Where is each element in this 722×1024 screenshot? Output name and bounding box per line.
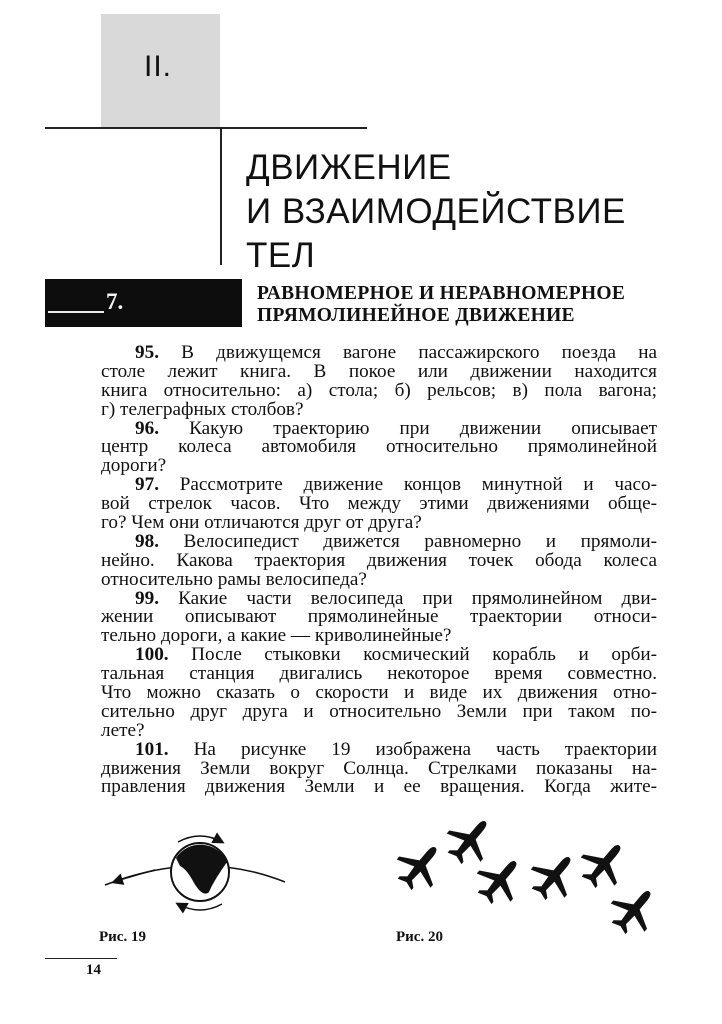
airplane-icon bbox=[602, 877, 667, 942]
problem-96 bbox=[101, 420, 657, 477]
problem-text-line: В движущемся вагоне пассажирского поезда на bbox=[158, 344, 657, 363]
problem-text-line: го? Чем они отличаются друг от друга? bbox=[101, 514, 422, 533]
problem-number: 95. bbox=[135, 344, 159, 363]
chapter-number: II. bbox=[144, 50, 173, 83]
problem-text-line: жении описывают прямолинейные траектории относи- bbox=[101, 608, 657, 628]
problem-text-line: вой стрелок часов. Что между этими движениями обще- bbox=[101, 495, 657, 515]
orbit-direction-arrow bbox=[114, 870, 155, 882]
problem-text-line: На рисунке 19 изображена часть траектории bbox=[168, 740, 657, 760]
problem-text-line: дороги? bbox=[101, 457, 167, 477]
problem-text-line: центр колеса автомобиля относительно прямолинейной bbox=[101, 438, 657, 458]
chapter-divider-horizontal bbox=[45, 127, 367, 129]
section-rule bbox=[48, 311, 104, 313]
airplane-icon bbox=[572, 831, 637, 896]
section-title-line: РАВНОМЕРНОЕ И НЕРАВНОМЕРНОЕ bbox=[257, 283, 626, 304]
figure-19-caption: Рис. 19 bbox=[99, 929, 146, 945]
problem-text-line: лете? bbox=[101, 721, 145, 741]
chapter-title-line: И ВЗАИМОДЕЙСТВИЕ bbox=[246, 192, 626, 231]
problem-text-line: сительно друг друга и относительно Земли при таком по- bbox=[101, 702, 657, 722]
problem-text-line: столе лежит книга. В покое или движении находится bbox=[101, 362, 657, 382]
page-number: 14 bbox=[86, 962, 101, 978]
airplanes-illustration bbox=[392, 806, 672, 946]
chapter-title-line: ТЕЛ bbox=[246, 236, 316, 275]
problem-text-line: Какую траекторию при движении описывает bbox=[158, 419, 657, 439]
problem-99 bbox=[101, 590, 657, 647]
problem-text-line: После стыковки космический корабль и орби- bbox=[168, 646, 657, 666]
problem-text-line: тальная станция двигались некоторое время совместно. bbox=[101, 665, 657, 685]
airplane-icon bbox=[522, 843, 587, 908]
footer-rule bbox=[45, 958, 117, 959]
problem-number: 97. bbox=[135, 476, 159, 496]
chapter-title bbox=[246, 146, 676, 278]
airplane-icon bbox=[438, 807, 503, 872]
problem-text-line: нейно. Какова траектория движения точек обода колеса bbox=[101, 551, 657, 571]
chapter-divider-vertical bbox=[220, 127, 222, 265]
rotation-arrow-top bbox=[178, 836, 222, 842]
problem-text-line: Велосипедист движется равномерно и прямоли- bbox=[158, 532, 657, 552]
figure-20-caption: Рис. 20 bbox=[396, 929, 443, 945]
problem-98 bbox=[101, 533, 657, 590]
problem-text-line: Что можно сказать о скорости и виде их движения отно- bbox=[101, 684, 657, 703]
problem-text-line: книга относительно: а) стола; б) рельсов; в) пола вагона; bbox=[101, 381, 657, 401]
problem-number: 101. bbox=[135, 740, 169, 760]
problem-text-line: относительно рамы велосипеда? bbox=[101, 570, 367, 590]
section-number: 7. bbox=[106, 289, 124, 314]
problem-number: 96. bbox=[135, 419, 159, 439]
problem-number: 99. bbox=[135, 589, 159, 609]
section-title bbox=[257, 283, 625, 327]
airplane-icon bbox=[468, 847, 533, 912]
problem-101 bbox=[101, 741, 657, 798]
chapter-title-line: ДВИЖЕНИЕ bbox=[246, 148, 452, 187]
figure-19 bbox=[100, 820, 290, 925]
section-title-line: ПРЯМОЛИНЕЙНОЕ ДВИЖЕНИЕ bbox=[257, 305, 575, 326]
problems-list bbox=[101, 344, 657, 797]
problem-number: 98. bbox=[135, 532, 159, 552]
problem-100 bbox=[101, 646, 657, 740]
problem-text-line: Какие части велосипеда при прямолинейном дви- bbox=[158, 589, 657, 609]
problem-text-line: Рассмотрите движение концов минутной и часо- bbox=[158, 476, 657, 496]
problem-95 bbox=[101, 344, 657, 420]
section-number-bar bbox=[45, 279, 242, 327]
problem-text-line: движения Земли вокруг Солнца. Стрелками показаны на- bbox=[101, 759, 657, 779]
problem-text-line: правления движения Земли и ее вращения. Когда жите- bbox=[101, 778, 657, 798]
problem-text-line: тельно дороги, а какие — криволинейные? bbox=[101, 627, 452, 647]
airplane-icon bbox=[392, 833, 452, 898]
earth-orbit-illustration bbox=[100, 820, 290, 920]
problem-97 bbox=[101, 476, 657, 533]
problem-number: 100. bbox=[135, 646, 169, 666]
rotation-arrow-bottom bbox=[178, 904, 222, 910]
problem-text-line: г) телеграфных столбов? bbox=[101, 400, 304, 420]
